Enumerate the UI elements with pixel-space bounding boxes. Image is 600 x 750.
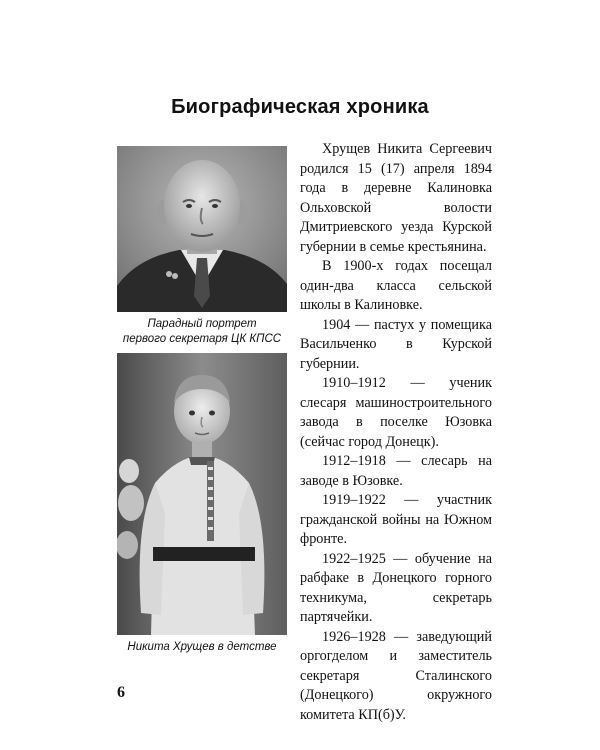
- chronicle-paragraph: 1926–1928 — заведующий оргогделом и заместитель секретаря Сталинского (Донецкого) окружного комитета КП(б)У.: [300, 628, 492, 723]
- portrait-caption-line1: Парадный портрет: [147, 318, 257, 330]
- portrait-photo: [117, 146, 287, 312]
- portrait-caption-line2: первого секретаря ЦК КПСС: [122, 333, 282, 345]
- chronicle-paragraph: 1919–1922 — участник гражданской войны на Южном фронте.: [300, 492, 492, 547]
- childhood-caption: Никита Хрущев в детстве: [127, 641, 277, 653]
- chronicle-paragraph: 1910–1912 — ученик слесаря машиностроительного завода в поселке Юзовка (сейчас город Донецк).: [300, 375, 492, 450]
- chronicle-paragraph: В 1900-х годах посещал один-два класса сельской школы в Калиновке.: [300, 258, 492, 313]
- chronicle-paragraph: 1912–1918 — слесарь на заводе в Юзовке.: [300, 453, 492, 489]
- page-title: Биографическая хроника: [171, 96, 429, 118]
- portrait-caption: [112, 317, 292, 347]
- chronicle-paragraph: 1922–1925 — обучение на рабфаке в Донецкого горного техникума, секретарь партячейки.: [300, 550, 492, 625]
- chronicle-paragraph: 1904 — пастух у помещика Васильченко в Курской губернии.: [300, 316, 492, 372]
- page-number: 6: [117, 684, 125, 701]
- chronicle-paragraph: Хрущев Никита Сергеевич родился 15 (17) апреля 1894 года в деревне Калиновка Ольховской волости Дмитриевского уезда Курской губернии в семье крестьянина.: [300, 141, 492, 255]
- childhood-photo: [117, 353, 287, 635]
- chronicle-text: [300, 140, 492, 725]
